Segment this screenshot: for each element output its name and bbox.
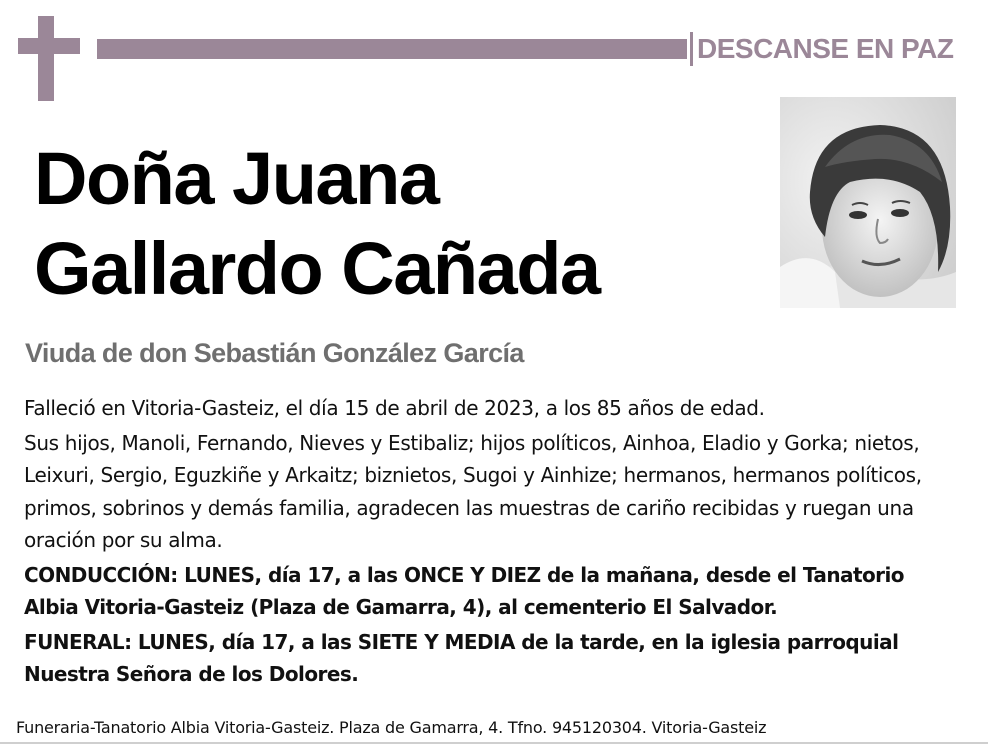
header-label: DESCANSE EN PAZ: [690, 32, 959, 66]
widow-subtitle: Viuda de don Sebastián González García: [25, 338, 524, 368]
deceased-name: [34, 134, 600, 314]
portrait-photo: [780, 97, 956, 308]
name-line-2: Gallardo Cañada: [34, 227, 600, 310]
name-line-1: Doña Juana: [34, 137, 439, 220]
conduccion-paragraph: CONDUCCIÓN: LUNES, día 17, a las ONCE Y DIEZ de la mañana, desde el Tanatorio Albia Vitoria-Gasteiz (Plaza de Gamarra, 4), al cementerio El Salvador.: [24, 562, 904, 619]
funeral-paragraph: FUNERAL: LUNES, día 17, a las SIETE Y MEDIA de la tarde, en la iglesia parroquial Nuestra Señora de los Dolores.: [24, 629, 899, 686]
header-bar: [97, 39, 687, 59]
family-paragraph: Sus hijos, Manoli, Fernando, Nieves y Estibaliz; hijos políticos, Ainhoa, Eladio y Gorka; nietos, Leixuri, Sergio, Eguzkiñe y Arkaitz; biznietos, Sugoi y Ainhize; hermanos, hermanos políticos, primos, sobrinos y demás familia, agradecen las muestras de cariño recibidas y ruegan una oración por su alma.: [24, 430, 922, 552]
death-notice: Falleció en Vitoria-Gasteiz, el día 15 de abril de 2023, a los 85 años de edad.: [24, 396, 765, 420]
obituary-body: [24, 392, 964, 693]
funeral-home-footer: Funeraria-Tanatorio Albia Vitoria-Gasteiz. Plaza de Gamarra, 4. Tfno. 945120304. Vitoria-Gasteiz: [16, 718, 767, 737]
bottom-divider: [0, 742, 988, 744]
